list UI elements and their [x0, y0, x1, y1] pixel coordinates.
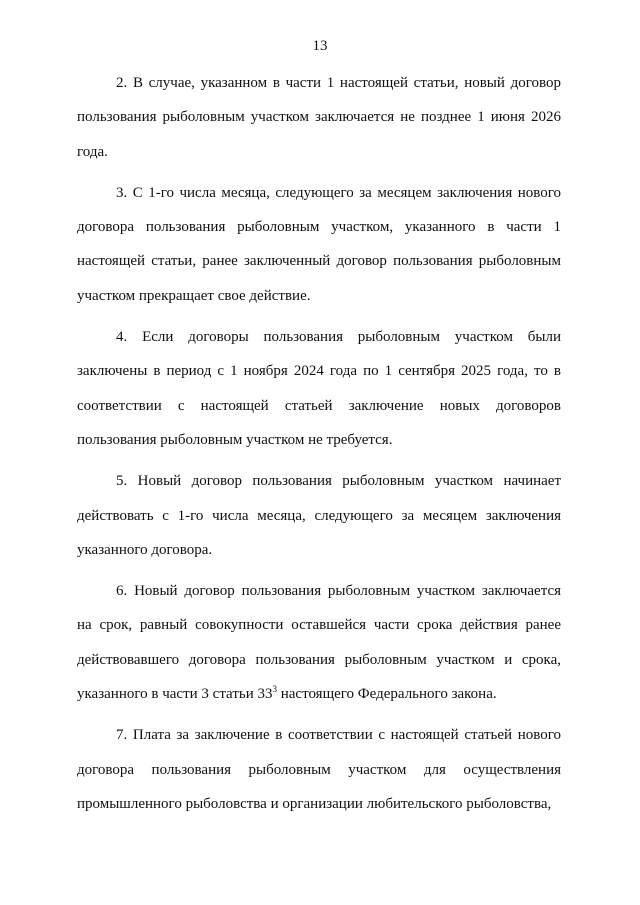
paragraph-7: 7. Плата за заключение в соответствии с настоящей статьей нового договора пользования рыболовным участком для осуществления промышленного рыболовства и организации любительского рыболовства,	[77, 727, 561, 812]
paragraph-3: 3. С 1-го числа месяца, следующего за месяцем заключения нового договора пользования рыболовным участком, указанного в части 1 настоящей статьи, ранее заключенный договор пользования рыболовным участком прекращает свое действие.	[77, 184, 561, 304]
paragraph-6-text-after: настоящего Федерального закона.	[277, 686, 497, 703]
paragraph-4: 4. Если договоры пользования рыболовным участком были заключены в период с 1 ноября 2024 года по 1 сентября 2025 года, то в соответствии с настоящей статьей заключение новых договоров пользования рыболовным участком не требуется.	[77, 329, 561, 448]
page-number: 13	[312, 38, 328, 54]
paragraph-6	[77, 574, 561, 711]
paragraph-6-text-before: 6. Новый договор пользования рыболовным участком заключается на срок, равный совокупности оставшейся части срока действия ранее действовавшего договора пользования рыболовным участком и срока, указанного в части 3 статьи 33	[77, 583, 561, 703]
document-body	[77, 66, 561, 828]
article-superscript: 3	[272, 684, 277, 695]
paragraph-2: 2. В случае, указанном в части 1 настоящей статьи, новый договор пользования рыболовным участком заключается не позднее 1 июня 2026 года.	[77, 75, 561, 160]
paragraph-5: 5. Новый договор пользования рыболовным участком начинает действовать с 1-го числа месяца, следующего за месяцем заключения указанного договора.	[77, 473, 561, 558]
